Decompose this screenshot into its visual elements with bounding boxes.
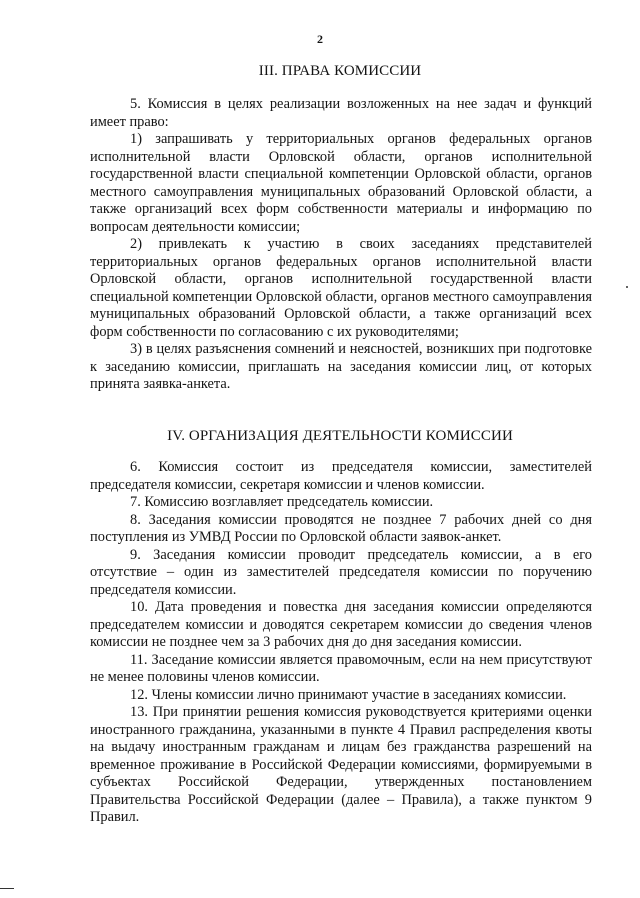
paragraph-5: 5. Комиссия в целях реализации возложенных на нее задач и функций имеет право: [90, 96, 592, 130]
paragraph-10: 10. Дата проведения и повестка дня заседания комиссии определяются председателем комиссии и доводятся секретарем комиссии до сведения членов комиссии не позднее чем за 3 рабочих дня до дня заседания комиссии. [90, 599, 592, 650]
section-heading-organization: IV. ОРГАНИЗАЦИЯ ДЕЯТЕЛЬНОСТИ КОМИССИИ [167, 428, 513, 444]
paragraph-8: 8. Заседания комиссии проводятся не позднее 7 рабочих дней со дня поступления из УМВД России по Орловской области заявок-анкет. [90, 511, 592, 545]
section-body-organization [90, 459, 592, 827]
section-heading-rights: III. ПРАВА КОМИССИИ [258, 63, 422, 79]
paragraph-12: 12. Члены комиссии лично принимают участие в заседаниях комиссии. [130, 686, 567, 703]
paragraph-6: 6. Комиссия состоит из председателя комиссии, заместителей председателя комиссии, секретаря комиссии и членов комиссии. [90, 459, 592, 493]
scan-speck [626, 286, 628, 288]
scan-edge-mark [0, 888, 14, 889]
paragraph-5-item-3: 3) в целях разъяснения сомнений и неясностей, возникших при подготовке к заседанию комиссии, приглашать на заседания комиссии лиц, от которых принята заявка-анкета. [90, 341, 592, 392]
page-number: 2 [317, 32, 323, 46]
section-body-rights [90, 96, 592, 394]
paragraph-5-item-1: 1) запрашивать у территориальных органов федеральных органов исполнительной власти Орловской области, органов исполнительной государственной власти специальной компетенции Орловской области, органов местного самоуправления муниципальных образований Орловской области, а также организаций всех форм собственности материалы и информацию по вопросам деятельности комиссии; [90, 131, 592, 235]
paragraph-5-item-2: 2) привлекать к участию в своих заседаниях представителей территориальных органов федеральных органов исполнительной власти Орловской области, органов исполнительной государственной власти специальной компетенции Орловской области, органов местного самоуправления муниципальных образований Орловской области, а также организаций всех форм собственности по согласованию с их руководителями; [90, 236, 592, 340]
paragraph-11: 11. Заседание комиссии является правомочным, если на нем присутствуют не менее половины членов комиссии. [90, 651, 592, 685]
paragraph-13: 13. При принятии решения комиссия руководствуется критериями оценки иностранного гражданина, указанными в пункте 4 Правил распределения квоты на выдачу иностранным гражданам и лицам без гражданства разрешений на временное проживание в Российской Федерации комиссиями, формируемыми в субъектах Российской Федерации, утвержденных постановлением Правительства Российской Федерации (далее – Правила), а также пунктом 9 Правил. [90, 704, 592, 825]
paragraph-7: 7. Комиссию возглавляет председатель комиссии. [130, 494, 434, 510]
paragraph-9: 9. Заседания комиссии проводит председатель комиссии, а в его отсутствие – один из заместителей председателя комиссии по поручению председателя комиссии. [90, 546, 592, 598]
